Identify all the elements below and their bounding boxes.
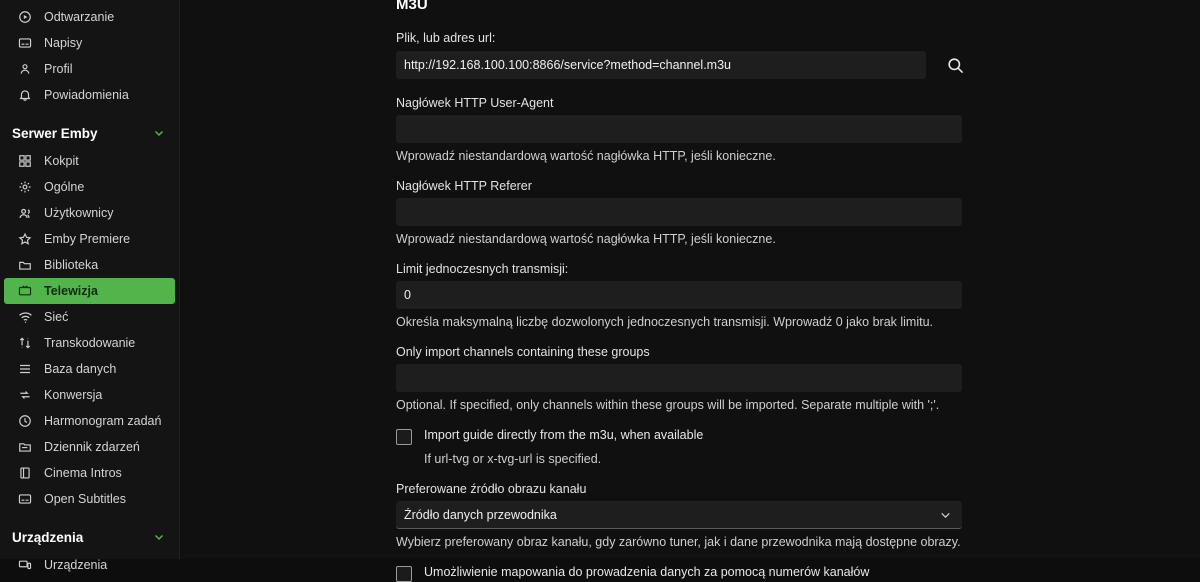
subtitles-icon [18,492,36,506]
channel-image-group [396,482,1200,549]
sidebar-item-napisy[interactable] [4,30,175,56]
sidebar-item-biblioteka[interactable] [4,252,175,278]
tv-icon [18,284,36,298]
star-icon [18,232,36,246]
import-guide-group [396,428,1200,466]
sidebar-item-label: Baza danych [44,362,117,376]
convert-icon [18,388,36,402]
subtitles-icon [18,36,36,50]
sidebar-item-kokpit[interactable] [4,148,175,174]
stream-limit-input[interactable] [396,281,962,309]
channel-image-label: Preferowane źródło obrazu kanału [396,482,587,496]
user-agent-input[interactable] [396,115,962,143]
sidebar-group-label: Serwer Emby [12,125,98,141]
sidebar-item-label: Transkodowanie [44,336,136,350]
sidebar-item-harmonogram-zadan[interactable] [4,408,175,434]
sidebar-item-label: Ogólne [44,180,85,194]
sidebar-item-urzadzenia[interactable] [4,552,175,578]
sidebar-item-transkodowanie[interactable] [4,330,175,356]
sidebar-item-odtwarzanie[interactable] [4,4,175,30]
sidebar-item-label: Napisy [44,36,83,50]
users-icon [18,206,36,221]
sidebar-item-label: Cinema Intros [44,466,122,480]
channel-image-select[interactable] [396,501,962,529]
play-circle-icon [18,10,36,24]
sidebar-item-emby-premiere[interactable] [4,226,175,252]
import-guide-label: Import guide directly from the m3u, when available [424,428,704,442]
search-icon [946,56,965,75]
user-agent-help: Wprowadź niestandardową wartość nagłówka HTTP, jeśli konieczne. [396,149,776,163]
sidebar-item-profil[interactable] [4,56,175,82]
sidebar-item-ogolne[interactable] [4,174,175,200]
referer-label: Nagłówek HTTP Referer [396,179,532,193]
transcode-icon [18,336,36,350]
main-content [180,0,1200,579]
chevron-down-icon [153,531,165,543]
stream-limit-label: Limit jednoczesnych transmisji: [396,262,569,276]
user-agent-group [396,96,1200,163]
m3u-url-input[interactable] [396,51,926,79]
sidebar-item-konwersja[interactable] [4,382,175,408]
channel-numbers-checkbox[interactable] [396,566,412,582]
page-title: M3U [396,0,428,13]
folder-icon [18,258,36,272]
import-guide-sublabel: If url-tvg or x-tvg-url is specified. [424,452,602,466]
sidebar-item-label: Profil [44,62,73,76]
stream-limit-help: Określa maksymalną liczbę dozwolonych jednoczesnych transmisji. Wprowadź 0 jako brak limitu. [396,315,934,329]
sidebar-item-label: Sieć [44,310,69,324]
sidebar-item-dziennik-zdarzen[interactable] [4,434,175,460]
sidebar-item-label: Emby Premiere [44,232,131,246]
channel-image-help: Wybierz preferowany obraz kanału, gdy zarówno tuner, jak i dane przewodnika mają dostępne obrazy. [396,535,961,549]
database-icon [18,362,36,376]
sidebar-item-label: Konwersja [44,388,103,402]
log-icon [18,440,36,454]
sidebar-item-label: Powiadomienia [44,88,129,102]
referer-group [396,179,1200,246]
channel-numbers-label: Umożliwienie mapowania do prowadzenia danych za pomocą numerów kanałów [424,565,870,579]
groups-filter-label: Only import channels containing these groups [396,345,650,359]
devices-icon [18,558,36,572]
wifi-icon [18,310,36,325]
sidebar-item-uzytkownicy[interactable] [4,200,175,226]
sidebar-item-label: Biblioteka [44,258,99,272]
sidebar-item-powiadomienia[interactable] [4,82,175,108]
import-guide-checkbox-row[interactable] [396,428,1200,445]
referer-input[interactable] [396,198,962,226]
sidebar-item-label: Odtwarzanie [44,10,115,24]
sidebar-item-telewizja[interactable] [4,278,175,304]
sidebar-item-baza-danych[interactable] [4,356,175,382]
sidebar-item-label: Dziennik zdarzeń [44,440,140,454]
sidebar[interactable] [0,0,180,572]
user-agent-label: Nagłówek HTTP User-Agent [396,96,554,110]
sidebar-item-label: Harmonogram zadań [44,414,162,428]
channel-numbers-checkbox-row[interactable] [396,565,1200,582]
sidebar-item-label: Użytkownicy [44,206,114,220]
referer-help: Wprowadź niestandardową wartość nagłówka HTTP, jeśli konieczne. [396,232,776,246]
chevron-down-icon [153,127,165,139]
sidebar-item-label: Telewizja [44,284,98,298]
search-button[interactable] [938,50,972,80]
film-icon [18,466,36,480]
clock-icon [18,414,36,428]
groups-filter-input[interactable] [396,364,962,392]
sidebar-group-header-serwer-emby[interactable] [0,118,179,148]
sidebar-item-label: Open Subtitles [44,492,126,506]
sidebar-item-label: Urządzenia [44,558,108,572]
import-guide-checkbox[interactable] [396,429,412,445]
person-icon [18,62,36,76]
stream-limit-group [396,262,1200,329]
sidebar-item-cinema-intros[interactable] [4,460,175,486]
url-field-group [396,31,1200,80]
sidebar-group-label: Urządzenia [12,529,84,545]
bell-icon [18,88,36,102]
url-field-label: Plik, lub adres url: [396,31,496,45]
groups-filter-help: Optional. If specified, only channels within these groups will be imported. Separate multiple with ';'. [396,398,940,412]
sidebar-group-header-urzadzenia[interactable] [0,522,179,552]
sidebar-item-siec[interactable] [4,304,175,330]
gear-icon [18,180,36,194]
channel-numbers-group [396,565,1200,579]
groups-filter-group [396,345,1200,412]
dashboard-icon [18,154,36,168]
sidebar-item-open-subtitles[interactable] [4,486,175,512]
sidebar-item-label: Kokpit [44,154,79,168]
